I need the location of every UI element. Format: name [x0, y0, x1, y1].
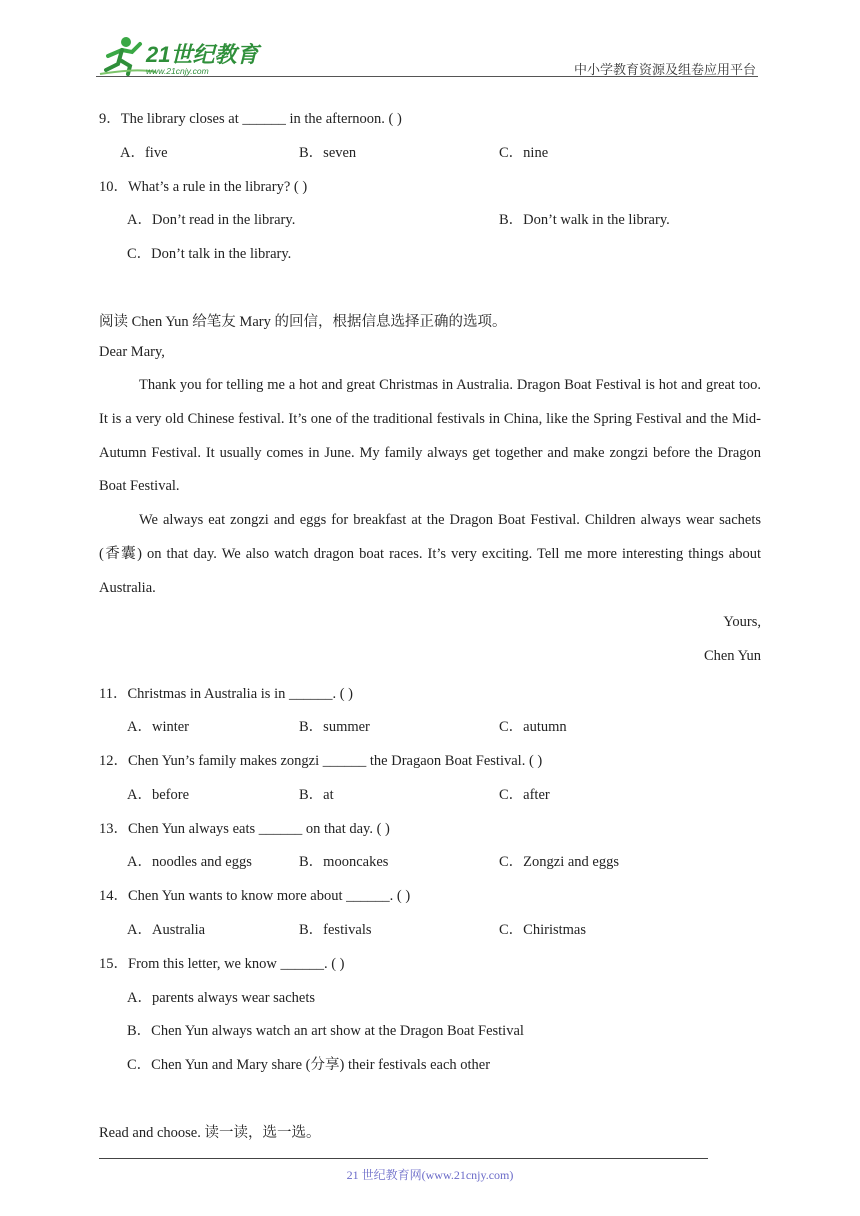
question-12-option-a: A．before: [127, 787, 190, 803]
question-11-option-a: A．winter: [127, 719, 190, 735]
question-12-option-b: B．at: [299, 787, 334, 803]
platform-name: 中小学教育资源及组卷应用平台: [573, 62, 756, 77]
question-11-stem: 11．Christmas in Australia is in ______. ( ): [99, 686, 354, 702]
letter-closing: Yours,: [723, 614, 761, 630]
footer-divider: [99, 1158, 708, 1159]
header-divider: [96, 76, 758, 77]
runner-logo-icon: [96, 34, 266, 78]
question-9-option-c: C．nine: [499, 145, 549, 161]
question-10-option-b: B．Don’t walk in the library.: [499, 212, 670, 228]
question-15-option-c: C．Chen Yun and Mary share (分享) their festivals each other: [127, 1057, 491, 1073]
question-9-stem: 9．The library closes at ______ in the afternoon. ( ): [99, 111, 402, 127]
svg-text:21世纪教育: 21世纪教育: [146, 42, 259, 67]
question-13-stem: 13．Chen Yun always eats ______ on that day. ( ): [99, 821, 390, 837]
question-10-option-a: A．Don’t read in the library.: [127, 212, 296, 228]
question-13-option-a: A．noodles and eggs: [127, 854, 252, 870]
question-15-option-a: A．parents always wear sachets: [127, 990, 316, 1006]
question-14-option-a: A．Australia: [127, 922, 206, 938]
question-12-stem: 12．Chen Yun’s family makes zongzi ______ the Dragaon Boat Festival. ( ): [99, 753, 543, 769]
question-14-stem: 14．Chen Yun wants to know more about ______. ( ): [99, 888, 411, 904]
letter-paragraph-2: We always eat zongzi and eggs for breakfast at the Dragon Boat Festival. Children always wear sachets (香囊) on that day. We also watch dragon boat races. It’s very exciting. Tell me more interesting things about Australia.: [99, 512, 761, 596]
question-15-stem: 15．From this letter, we know ______. ( ): [99, 956, 345, 972]
section-instruction: Read and choose. 读一读，选一选。: [99, 1125, 321, 1141]
letter-paragraph-1: Thank you for telling me a hot and great Christmas in Australia. Dragon Boat Festival is hot and great too. It is a very old Chinese festival. It’s one of the traditional festivals in China, like the Spring Festival and the Mid-Autumn Festival. It usually comes in June. My family always get together and make zongzi before the Dragon Boat Festival.: [99, 377, 761, 495]
letter-greeting: Dear Mary,: [99, 344, 165, 360]
question-11-option-c: C．autumn: [499, 719, 567, 735]
question-14-option-b: B．festivals: [299, 922, 372, 938]
question-9-option-b: B．seven: [299, 145, 357, 161]
question-10-option-c: C．Don’t talk in the library.: [127, 246, 292, 262]
question-12-option-c: C．after: [499, 787, 550, 803]
question-15-option-b: B．Chen Yun always watch an art show at the Dragon Boat Festival: [127, 1023, 524, 1039]
question-9-option-a: A．five: [120, 145, 168, 161]
footer-source: 21 世纪教育网(www.21cnjy.com): [346, 1168, 514, 1182]
question-13-option-b: B．mooncakes: [299, 854, 389, 870]
letter-signature: Chen Yun: [703, 648, 761, 664]
question-14-option-c: C．Chiristmas: [499, 922, 587, 938]
site-logo: [96, 34, 266, 78]
question-10-stem: 10．What’s a rule in the library? ( ): [99, 179, 308, 195]
question-13-option-c: C．Zongzi and eggs: [499, 854, 620, 870]
svg-text:www.21cnjy.com: www.21cnjy.com: [146, 66, 209, 76]
reading-instruction: 阅读 Chen Yun 给笔友 Mary 的回信，根据信息选择正确的选项。: [99, 314, 507, 330]
question-11-option-b: B．summer: [299, 719, 370, 735]
